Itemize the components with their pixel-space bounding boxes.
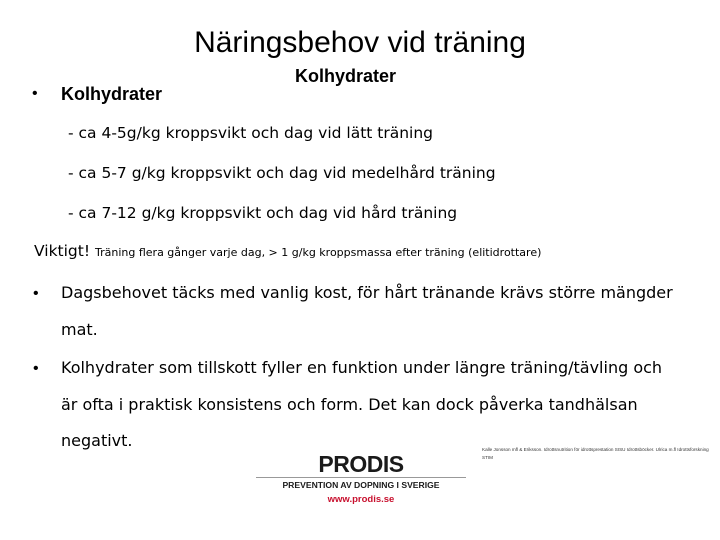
logo-url: www.prodis.se: [327, 494, 395, 505]
bullet-symbol: •: [33, 360, 39, 377]
requirement-medium: - ca 5-7 g/kg kroppsvikt och dag vid medelhård träning: [68, 164, 496, 182]
bullet-2-line-3: negativt.: [61, 431, 133, 450]
requirement-light: - ca 4-5g/kg kroppsvikt och dag vid lätt träning: [68, 124, 434, 142]
bullet-symbol: •: [32, 85, 38, 102]
bullet-1-line-2: mat.: [61, 320, 98, 339]
logo-divider: [256, 477, 466, 478]
important-note: [34, 242, 541, 260]
important-text: Träning flera gånger varje dag, > 1 g/kg kroppsmassa efter träning (elitidrottare): [95, 246, 542, 259]
logo-tagline: PREVENTION AV DOPNING I SVERIGE: [282, 480, 440, 490]
bullet-symbol: •: [33, 285, 39, 302]
logo-wordmark: PRODIS: [318, 451, 404, 477]
reference-citation: Kalle Jonsson mfl & Eriksson. Idrottsnutrition för idrottsprestation SISU Idrottsböcker. Ulrica m.fl Idrottsforskning STIM: [482, 447, 709, 460]
requirement-hard: - ca 7-12 g/kg kroppsvikt och dag vid hård träning: [68, 204, 458, 222]
prodis-logo: [256, 451, 466, 531]
important-label: Viktigt!: [34, 242, 91, 260]
main-bullet-text: Kolhydrater: [61, 84, 163, 104]
bullet-2-line-1: Kolhydrater som tillskott fyller en funktion under längre träning/tävling och: [61, 358, 663, 377]
bullet-1-line-1: Dagsbehovet täcks med vanlig kost, för hårt tränande krävs större mängder: [61, 283, 673, 302]
section-heading: Kolhydrater: [295, 66, 397, 86]
page-title: Näringsbehov vid träning: [194, 26, 526, 59]
bullet-2-line-2: är ofta i praktisk konsistens och form. Det kan dock påverka tandhälsan: [61, 395, 638, 414]
